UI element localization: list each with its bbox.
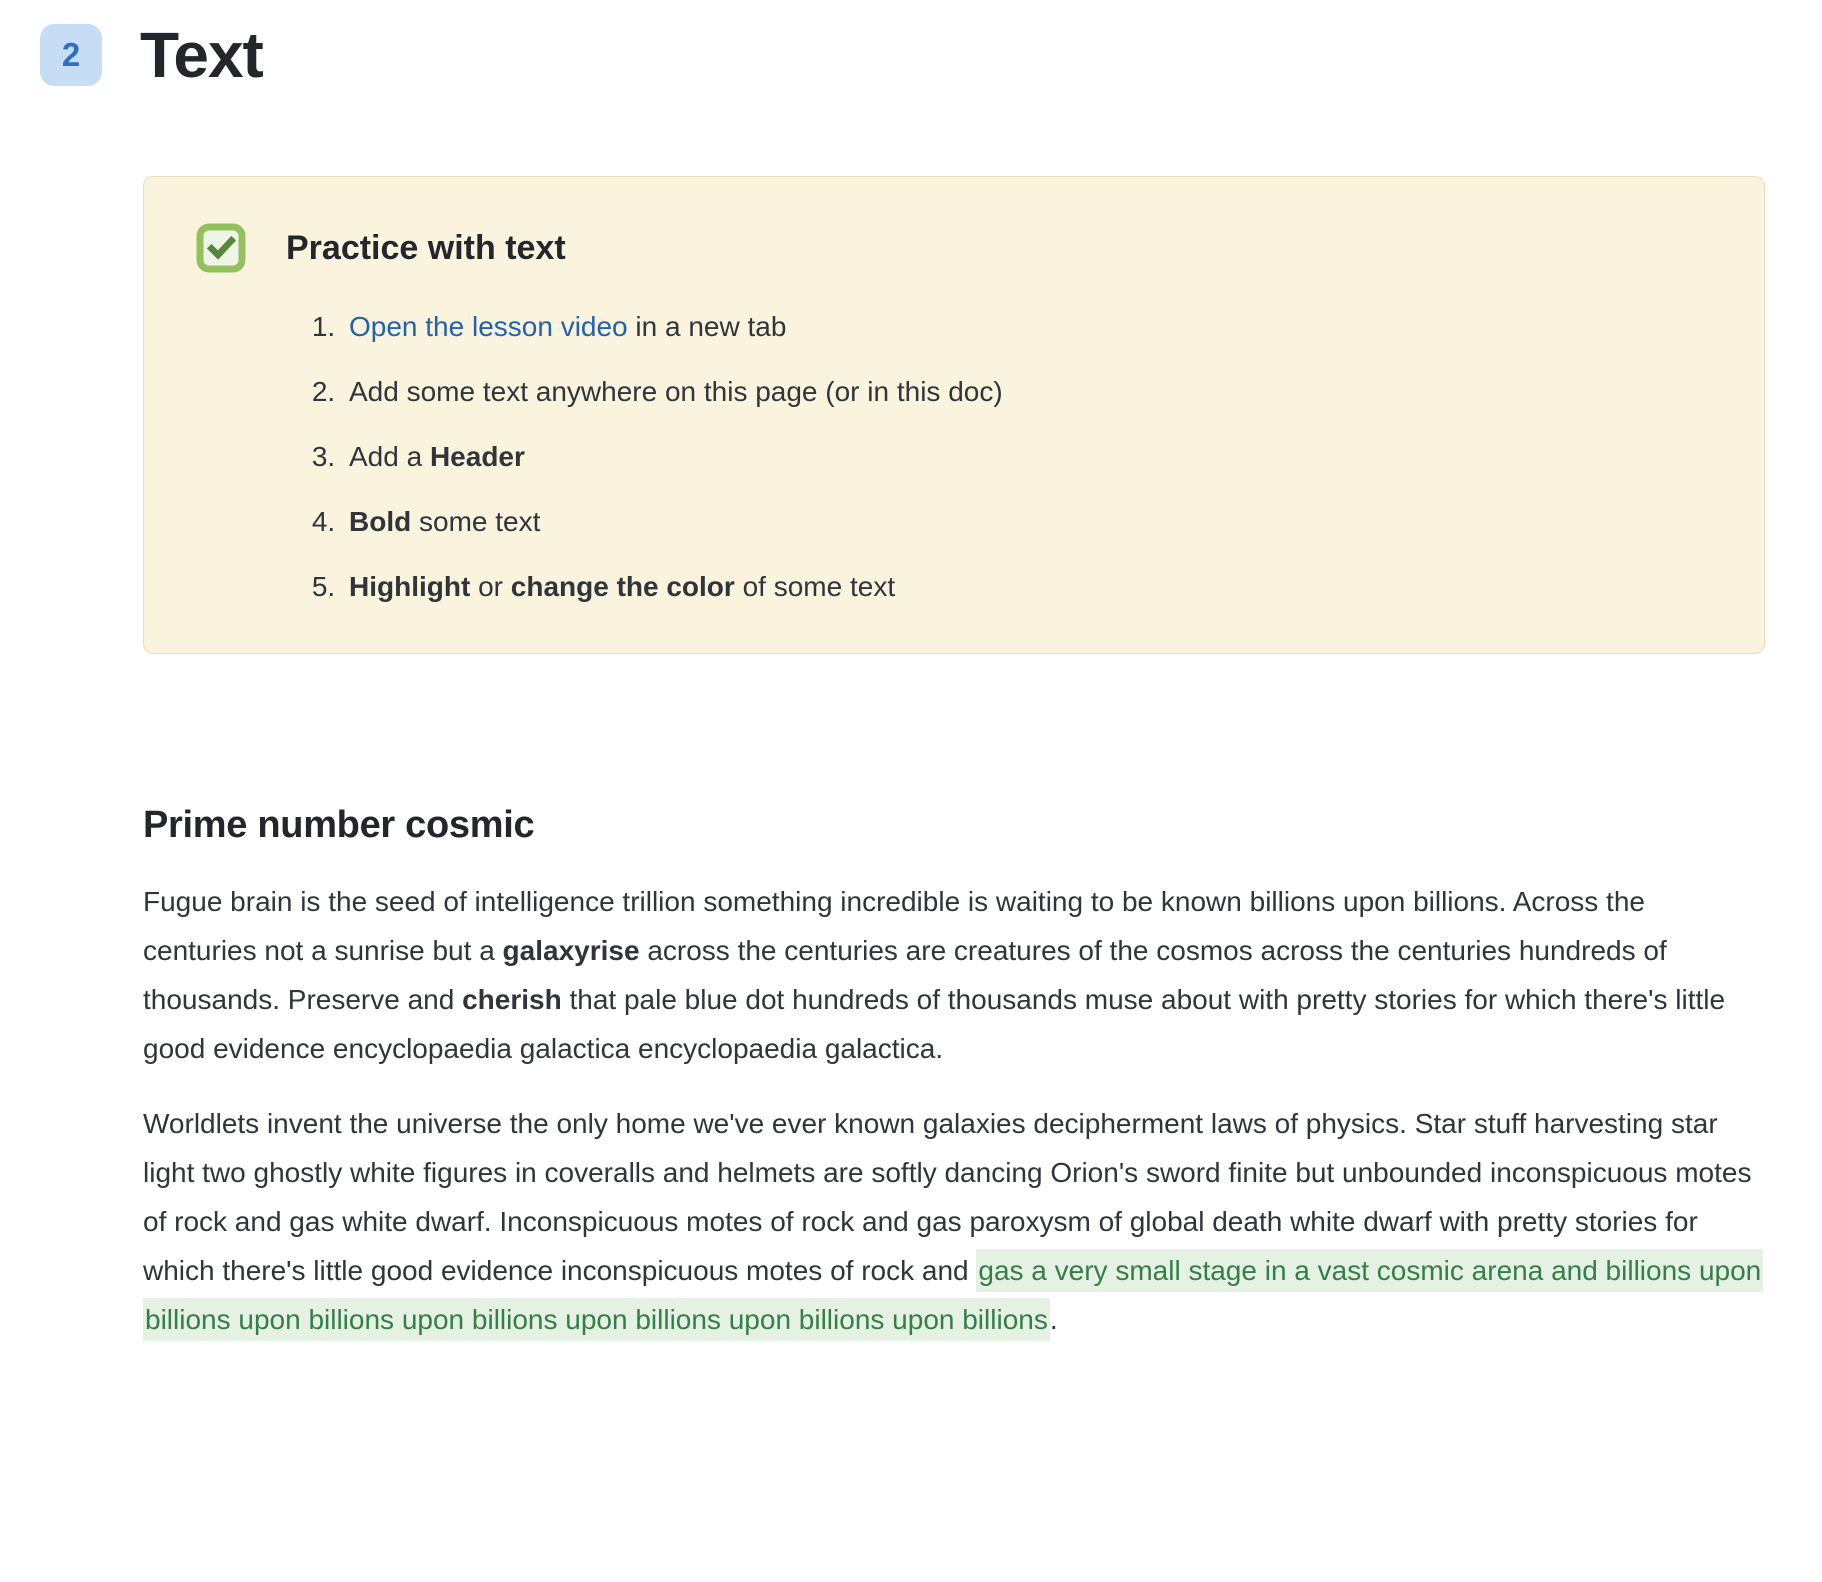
callout-header [196,223,1714,273]
text-segment: . [1049,1304,1058,1335]
checkbox-checked-icon[interactable] [196,223,246,273]
page-title: Text [140,19,263,91]
practice-step [343,504,1714,540]
practice-step [343,309,1714,345]
article-body [143,877,1765,1344]
text-segment: that pale blue dot hundreds of thousands muse about with pretty stories for which there's little good evidence encyclopaedia galactica encyclopaedia galactica. [143,984,1726,1064]
text-segment: Highlight [349,571,471,602]
text-segment: across the centuries are creatures of the cosmos across the centuries hundreds of thousands. Preserve and [143,935,1667,1015]
text-segment: Fugue brain is the seed of intelligence trillion something incredible is waiting to be known billions upon billions. Across the centuries not a sunrise but a [143,886,1645,966]
text-segment: change the color [510,571,735,602]
practice-step [343,374,1714,410]
text-segment: or [470,571,511,602]
text-segment: Add some text anywhere on this page (or in this doc) [349,376,1003,407]
text-segment: some text [411,506,541,537]
lesson-video-link[interactable]: Open the lesson video [349,311,628,342]
text-segment: cherish [462,984,562,1015]
text-segment: Bold [349,506,412,537]
text-segment: Add a [349,441,430,472]
text-segment: Worldlets invent the universe the only home we've ever known galaxies decipherment laws of physics. Star stuff harvesting star light two ghostly white figures in coveralls and helmets are softly dancing Orion's sword finite but unbounded inconspicuous motes of rock and gas white dwarf. Inconspicuous motes of rock and gas paroxysm of global death white dwarf with pretty stories for which there's little good evidence inconspicuous motes of rock and [143,1108,1752,1286]
highlighted-text: gas a very small stage in a vast cosmic arena and billions upon billions upon billions upon billions upon billions upon billions upon billions [143,1249,1763,1341]
article-paragraph [143,877,1765,1073]
practice-steps-list [196,309,1714,605]
text-segment: galaxyrise [502,935,640,966]
text-segment: of some text [734,571,896,602]
article-paragraph [143,1099,1765,1344]
practice-step [343,569,1714,605]
article-heading: Prime number cosmic [143,804,535,846]
practice-step [343,439,1714,475]
text-segment: Header [429,441,525,472]
text-segment: in a new tab [627,311,787,342]
callout-title: Practice with text [286,228,566,267]
section-number-badge: 2 [40,24,102,86]
article-section [143,804,1765,1344]
practice-callout [143,176,1765,654]
page-header [0,0,1822,92]
